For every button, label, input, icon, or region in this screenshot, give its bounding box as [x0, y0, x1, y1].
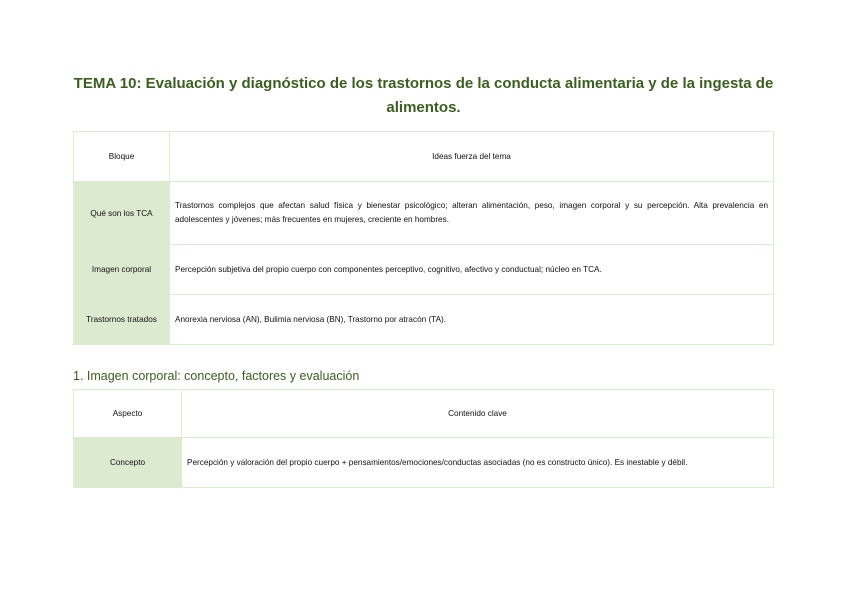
table-row	[74, 245, 774, 295]
row-text: Anorexia nerviosa (AN), Bulimia nerviosa (BN), Trastorno por atracón (TA).	[170, 295, 774, 345]
table-row	[74, 295, 774, 345]
row-text: Percepción y valoración del propio cuerpo + pensamientos/emociones/conductas asociadas (no es constructo único). Es inestable y débil.	[182, 438, 774, 488]
column-header: Aspecto	[74, 390, 182, 438]
column-header: Bloque	[74, 132, 170, 182]
table-header-row	[74, 132, 774, 182]
row-label: Concepto	[74, 438, 182, 488]
document-title: TEMA 10: Evaluación y diagnóstico de los trastornos de la conducta alimentaria y de la ingesta de alimentos.	[73, 75, 774, 116]
row-label: Trastornos tratados	[74, 295, 170, 345]
column-header: Ideas fuerza del tema	[170, 132, 774, 182]
ideas-table	[73, 131, 774, 345]
table-row	[74, 182, 774, 245]
concept-table	[73, 389, 774, 488]
row-text: Percepción subjetiva del propio cuerpo con componentes perceptivo, cognitivo, afectivo y conductual; núcleo en TCA.	[170, 245, 774, 295]
row-label: Imagen corporal	[74, 245, 170, 295]
row-label: Qué son los TCA	[74, 182, 170, 245]
table-header-row	[74, 390, 774, 438]
section-heading: 1. Imagen corporal: concepto, factores y evaluación	[73, 369, 360, 383]
column-header: Contenido clave	[182, 390, 774, 438]
table-row	[74, 438, 774, 488]
row-text: Trastornos complejos que afectan salud física y bienestar psicológico; alteran alimentación, peso, imagen corporal y su percepción. Alta prevalencia en adolescentes y jóvenes; más frecuentes en mujeres, creciente en hombres.	[170, 182, 774, 245]
